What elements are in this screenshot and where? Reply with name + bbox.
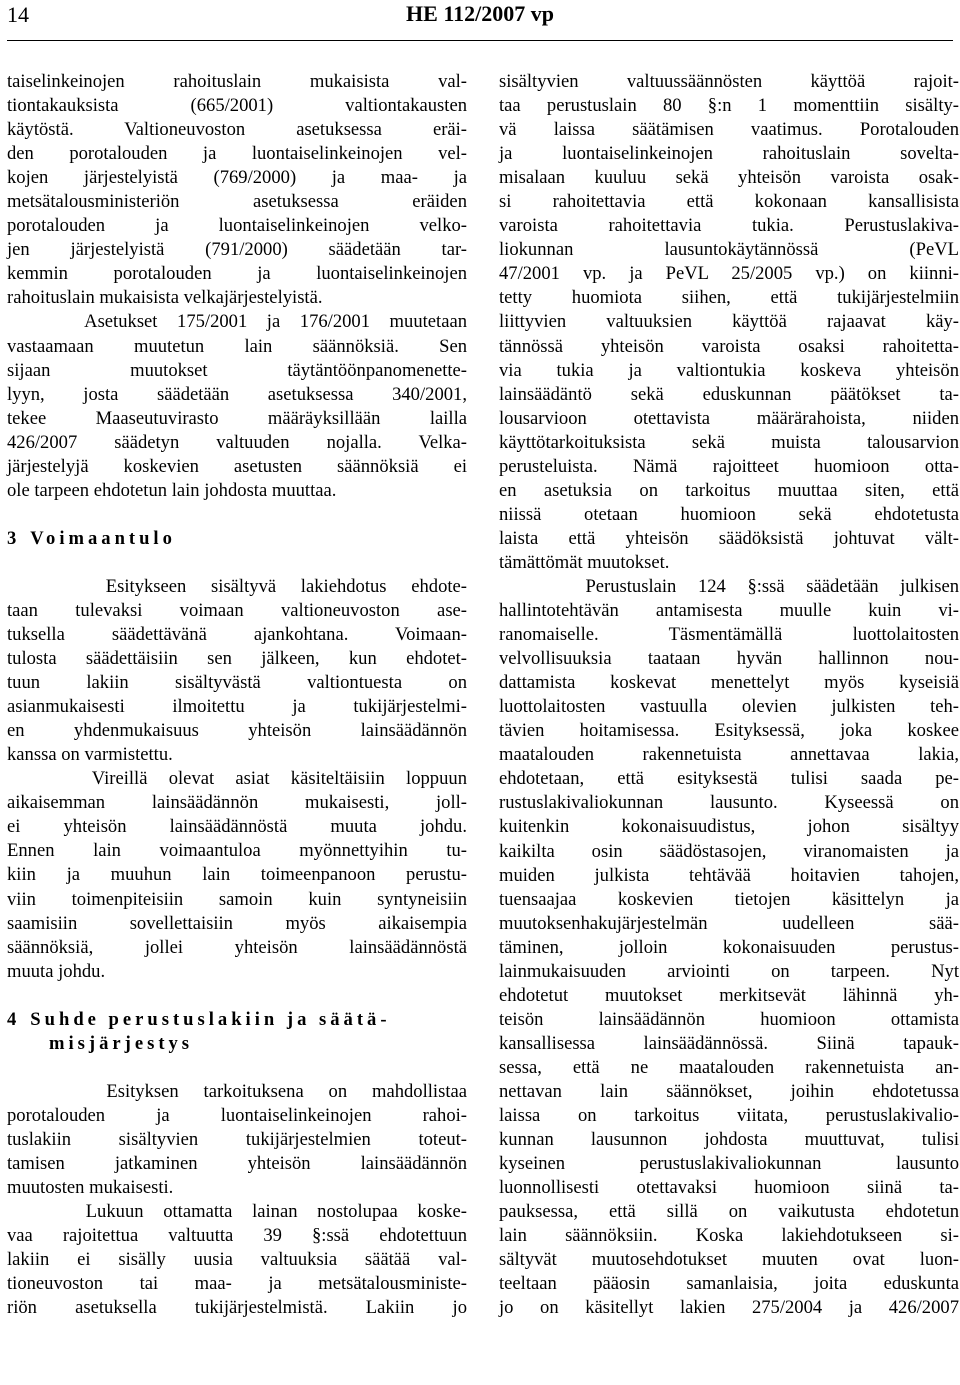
text-line: teisön lainsäädännön huomioon ottamista <box>499 1008 959 1030</box>
text-line: tännössä yhteisön varoista osaksi rahoitetta- <box>499 335 959 357</box>
text-line: lousarvioon otettavista määrärahoista, niiden <box>499 407 959 429</box>
section-heading <box>7 1008 467 1032</box>
text-line: lain säännöksiin. Koska lakiehdotukseen si- <box>499 1225 959 1247</box>
text-line: 426/2007 säädetyn valtuuden nojalla. Velka- <box>7 431 467 453</box>
text-line: vä laissa säätämisen vaatimus. Porotalouden <box>499 119 959 141</box>
page-number: 14 <box>7 2 29 27</box>
text-line: en asetuksia on tarkoitus muuttaa siten, että <box>499 479 959 501</box>
text-line: via tukia ja valtiontukia koskeva yhteisön <box>499 359 959 381</box>
section-title: Voimaantulo <box>30 527 176 549</box>
text-line: Vireillä olevat asiat käsiteltäisiin loppuun <box>7 768 467 790</box>
text-line: lainmukaisuuden arviointi on tarpeen. Nyt <box>499 960 959 982</box>
text-line: kansallisessa lainsäädännössä. Siinä tapauk- <box>499 1032 959 1054</box>
text-line: lainsäädäntö sekä eduskunnan päätökset ta- <box>499 383 959 405</box>
text-line: taan tulevaksi voimaan valtioneuvoston ase- <box>7 599 467 621</box>
text-line: tamisen jatkaminen yhteisön lainsäädännön <box>7 1152 467 1174</box>
text-line: laista että yhteisön säädöksistä johtuvat vält- <box>499 527 959 549</box>
text-line: porotalouden ja luontaiselinkeinojen rahoi- <box>7 1104 467 1126</box>
text-line: ranomaiselle. Täsmentämällä luottolaitosten <box>499 624 959 646</box>
text-line: ei yhteisön lainsäädännöstä muuta johdu. <box>7 816 467 838</box>
left-column <box>7 70 467 1320</box>
text-line: tämättömät muutokset. <box>499 551 670 573</box>
text-line: jo on käsitellyt lakien 275/2004 ja 426/2007 <box>499 1297 959 1319</box>
text-line: riön asetuksella tukijärjestelmistä. Lakiin jo <box>7 1297 467 1319</box>
section-heading <box>7 527 467 551</box>
right-column <box>499 70 959 1320</box>
section-title: misjärjestys <box>49 1032 194 1054</box>
text-line: kuitenkin kokonaisuudistus, johon sisältyy <box>499 816 959 838</box>
text-line: kyseinen perustuslakivaliokunnan lausunto <box>499 1153 959 1175</box>
text-line: rahoituslain mukaisista velkajärjestelyistä. <box>7 287 323 309</box>
text-line: järjestelyjä koskevien asetusten säännöksiä ei <box>7 455 467 477</box>
text-line: perusteluista. Nämä rajoitteet huomioon otta- <box>499 455 959 477</box>
text-line: den porotalouden ja luontaiselinkeinojen vel- <box>7 143 467 165</box>
text-line: säännöksiä, jollei yhteisön lainsäädännöstä <box>7 936 467 958</box>
paragraph-gap <box>7 551 467 575</box>
text-line: laissa on tarkoitus viitata, perustuslakivalio- <box>499 1105 959 1127</box>
text-line: rustuslakivaliokunnan lausunto. Kyseessä on <box>499 792 959 814</box>
text-line: kanssa on varmistettu. <box>7 744 173 766</box>
text-line: kiin ja muuhun lain toimeenpanoon perustu- <box>7 864 467 886</box>
text-line: lyyn, josta säädetään asetuksessa 340/2001, <box>7 383 467 405</box>
document-id: HE 112/2007 vp <box>406 1 554 26</box>
text-line: käytöstä. Valtioneuvoston asetuksessa eräi- <box>7 119 467 141</box>
section-heading <box>7 1032 467 1056</box>
text-line: ole tarpeen ehdotetun lain johdosta muuttaa. <box>7 479 337 501</box>
text-line: liittyvien valtuuksien käyttöä rajaavat käy- <box>499 311 959 333</box>
text-line: tuensaajaa koskevien tietojen käsittelyn ja <box>499 888 959 910</box>
paragraph-gap <box>7 1056 467 1080</box>
text-line: kemmin porotalouden ja luontaiselinkeinojen <box>7 263 467 285</box>
text-line: tävien hoitamisessa. Esityksessä, joka koskee <box>499 720 959 742</box>
text-line: aikaisemman lainsäädännön mukaisesti, joll- <box>7 792 467 814</box>
text-line: varoista rahoitettavia tukia. Perustuslakiva- <box>499 215 959 237</box>
text-line: porotalouden ja luontaiselinkeinojen velko- <box>7 215 467 237</box>
text-line: nettavan lain säännökset, joihin ehdotetussa <box>499 1080 959 1102</box>
text-line: sessa, että ne maatalouden rakennetuista an- <box>499 1056 959 1078</box>
text-line: taiselinkeinojen rahoituslain mukaisista val- <box>7 71 467 92</box>
text-line: käyttötarkoituksista sekä muista talousarvion <box>499 431 959 453</box>
page-header <box>0 0 960 40</box>
text-line: asianmukaisesti ilmoitettu ja tukijärjestelmi- <box>7 696 467 718</box>
text-line: hallintotehtävän antamisesta muulle kuin vi- <box>499 600 959 622</box>
text-line: Esityksen tarkoituksena on mahdollistaa <box>7 1080 467 1102</box>
header-rule <box>7 40 953 41</box>
text-line: täminen, jolloin kokonaisuuden perustus- <box>499 936 959 958</box>
text-line: sältyvät muutosehdotukset muuten ovat luon- <box>499 1249 959 1271</box>
text-line: niissä otetaan huomioon sekä ehdotetusta <box>499 503 959 525</box>
text-line: tuslakiin sisältyvien tukijärjestelmien toteut- <box>7 1128 467 1150</box>
text-line: tioneuvoston tai maa- ja metsätalousministe- <box>7 1273 467 1295</box>
text-line: dattamista koskevat menettelyt myös kyseisiä <box>499 672 959 694</box>
text-line: en yhdenmukaisuus yhteisön lainsäädännön <box>7 720 467 742</box>
text-line: Lukuun ottamatta lainan nostolupaa koske- <box>7 1201 467 1223</box>
text-line: kunnan lausunnon johdosta muuttuvat, tulisi <box>499 1129 959 1151</box>
text-line: teeltaan pääosin samanlaisia, joita eduskunta <box>499 1273 959 1295</box>
text-line: sijaan muutokset täytäntöönpanomenette- <box>7 359 467 381</box>
section-number: 3 <box>7 527 17 549</box>
text-line: tuun lakiin sisältyvästä valtiontuesta on <box>7 672 467 694</box>
text-line: tuksella säädettävänä ajankohtana. Voimaan- <box>7 623 467 645</box>
text-line: tetty huomiota siihen, että tukijärjestelmiin <box>499 287 959 309</box>
text-line: Asetukset 175/2001 ja 176/2001 muutetaan <box>7 311 467 333</box>
text-line: ehdotetut muutokset merkitsevät lähinnä yh- <box>499 984 959 1006</box>
text-line: ja luontaiselinkeinojen rahoituslain soveltа- <box>499 143 959 165</box>
text-line: Esitykseen sisältyvä lakiehdotus ehdote- <box>7 575 467 597</box>
text-line: ehdotetaan, että esityksestä tulisi saada pe- <box>499 768 959 790</box>
text-line: luottolaitosten vastuulla olevien julkisten teh- <box>499 696 959 718</box>
text-line: muiden julkista tehtävää hoitavien tahojen, <box>499 864 959 886</box>
text-line: maatalouden rakennetuista annettavaa lakia, <box>499 744 959 766</box>
text-line: tulosta säädettäisiin sen jälkeen, kun ehdotet- <box>7 648 467 670</box>
text-line: Perustuslain 124 §:ssä säädetään julkisen <box>499 575 959 597</box>
text-line: taa perustuslain 80 §:n 1 momenttiin sisälty- <box>499 95 959 117</box>
section-title: Suhde perustuslakiin ja säätä- <box>30 1008 391 1030</box>
text-line: luonnollisesti otettavaksi huomioon siinä ta- <box>499 1177 959 1199</box>
text-line: muuta johdu. <box>7 960 106 982</box>
text-line: misalaan kuuluu sekä yhteisön varoista osak- <box>499 167 959 189</box>
text-line: velvollisuuksia taataan hyvän hallinnon nou- <box>499 648 959 670</box>
text-line: viin toimenpiteisiin samoin kuin syntyneisiin <box>7 888 467 910</box>
text-line: lakiin ei sisälly uusia valtuuksia säätää val- <box>7 1249 467 1271</box>
text-line: si rahoitettavia että kokonaan kansallisista <box>499 191 959 213</box>
text-line: pauksessa, että sillä on vaikutusta ehdotetun <box>499 1201 959 1223</box>
text-line: vastaamaan muutetun lain säännöksiä. Sen <box>7 335 467 357</box>
text-line: muutoksenhakujärjestelmän uudelleen sää- <box>499 912 959 934</box>
text-line: tekee Maaseutuvirasto määräyksillään lailla <box>7 407 467 429</box>
text-line: metsätalousministeriön asetuksessa eräiden <box>7 191 467 213</box>
text-line: jen järjestelyistä (791/2000) säädetään tar- <box>7 239 467 261</box>
text-line: Ennen lain voimaantuloa myönnettyihin tu- <box>7 840 467 862</box>
section-number: 4 <box>7 1008 17 1030</box>
text-line: kojen järjestelyistä (769/2000) ja maa- ja <box>7 167 467 189</box>
text-line: 47/2001 vp. ja PeVL 25/2005 vp.) on kiinni- <box>499 263 959 285</box>
text-line: sisältyvien valtuussäännösten käyttöä rajoit- <box>499 71 959 92</box>
text-line: muutosten mukaisesti. <box>7 1176 174 1198</box>
paragraph-gap <box>7 984 467 1008</box>
text-line: tiontakauksista (665/2001) valtiontakausten <box>7 95 467 117</box>
text-line: vaa rajoitettua valtuutta 39 §:ssä ehdotettuun <box>7 1225 467 1247</box>
text-line: saamisiin sovellettaisiin myös aikaisempia <box>7 912 467 934</box>
paragraph-gap <box>7 503 467 527</box>
text-line: kaikilta osin säädöstasojen, viranomaisten ja <box>499 840 959 862</box>
text-line: liokunnan lausuntokäytännössä (PeVL <box>499 239 959 261</box>
